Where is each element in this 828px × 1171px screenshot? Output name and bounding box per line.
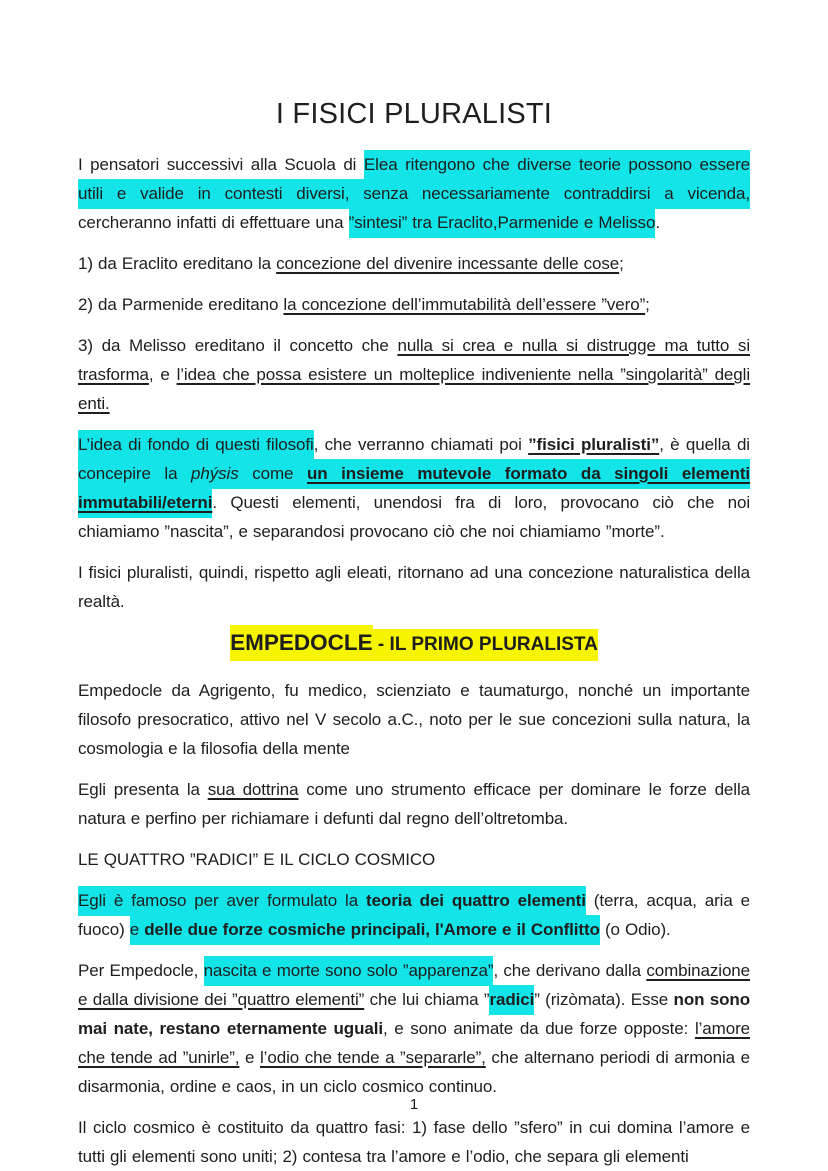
text-segment: concepire la	[78, 459, 191, 489]
text-segment: phýsis	[191, 459, 239, 489]
text-segment: Egli è famoso per aver formulato la	[78, 886, 366, 916]
text-segment: nulla si crea e nulla si distrugge ma tutto si trasforma	[78, 336, 751, 384]
paragraph-core-idea	[78, 430, 750, 546]
text-segment: radici	[489, 985, 534, 1015]
text-segment: - IL PRIMO PLURALISTA	[373, 629, 598, 661]
text-segment: EMPEDOCLE	[230, 625, 373, 661]
text-segment: sua dottrina	[207, 780, 299, 799]
text-segment: e	[239, 1048, 260, 1067]
text-segment: L’idea di fondo di questi filosofi	[78, 430, 314, 460]
text-segment: 1) da Eraclito ereditano la	[78, 254, 277, 273]
text-segment: ” (rizòmata). Esse	[534, 990, 674, 1009]
text-segment: , che derivano dalla	[493, 961, 647, 980]
text-segment: come	[239, 459, 307, 489]
text-segment: delle due forze cosmiche principali, l'Amore e il Conflitto	[144, 915, 600, 945]
paragraph-doctrine	[78, 775, 750, 833]
text-segment: (terra, acqua, aria e fuoco)	[78, 891, 751, 939]
page-number: 1	[409, 1096, 419, 1113]
text-segment: non sono mai nate, restano eternamente uguali	[78, 990, 750, 1038]
text-segment: che alternano periodi di armonia e disarmonia, ordine e caos, in un ciclo cosmico continuo.	[78, 1048, 750, 1096]
text-segment: .	[655, 213, 660, 232]
text-segment: ”fisici pluralisti”	[528, 435, 660, 454]
text-segment: un insieme mutevole formato da singoli elementi immutabili/eterni	[78, 459, 750, 518]
paragraph-empedocle-bio	[78, 676, 750, 763]
text-segment: Empedocle da Agrigento, fu medico, scienziato e taumaturgo, nonché un importante filosofo presocratico, attivo nel V secolo a.C., noto per le sue concezioni sulla natura, la cosmologia e la filosofia della mente	[78, 681, 750, 758]
text-segment: 3) da Melisso ereditano il concetto che	[78, 336, 398, 355]
text-segment: I fisici pluralisti, quindi, rispetto agli eleati, ritornano ad una concezione naturalistica della realtà.	[78, 563, 750, 611]
text-segment: la concezione dell’immutabilità dell’essere ”vero”	[283, 295, 646, 314]
list-item-eraclito	[78, 249, 750, 278]
text-segment: Il ciclo cosmico è costituito da quattro fasi: 1) fase dello ”sfero” in cui domina l’amore e tutti gli elementi sono uniti; 2) contesa tra l’amore e l’odio, che separa gli elementi	[78, 1118, 750, 1166]
text-segment: . Questi elementi, unendosi fra di loro, provocano ciò che noi chiamiamo ”nascita”, e separandosi provocano ciò che noi chiamiamo ”morte”.	[78, 493, 750, 541]
text-segment: , che verranno chiamati poi	[313, 435, 529, 454]
text-segment: cercheranno infatti di effettuare una	[78, 213, 349, 232]
text-segment: 2) da Parmenide ereditano	[78, 295, 284, 314]
text-segment: , e sono animate da due forze opposte:	[382, 1019, 695, 1038]
text-segment: teoria dei quattro elementi	[366, 886, 586, 916]
page-title: I FISICI PLURALISTI	[275, 98, 553, 130]
text-segment: concezione del divenire incessante delle cose	[276, 254, 620, 273]
paragraph-naturalistic	[78, 558, 750, 616]
paragraph-four-elements	[78, 886, 750, 944]
text-segment: Elea ritengono che diverse teorie possono essere utili e valide in contesti diversi, senza necessariamente contraddirsi a vicenda,	[78, 150, 750, 209]
paragraph-cosmic-cycle	[78, 1113, 750, 1171]
list-item-melisso	[78, 331, 750, 418]
text-segment: ;	[645, 295, 650, 314]
paragraph-birth-death	[78, 956, 750, 1101]
text-segment: , e	[148, 365, 177, 384]
heading-empedocle	[78, 628, 750, 660]
text-segment: ”sintesi” tra Eraclito,Parmenide e Melisso	[349, 208, 656, 238]
text-segment: LE QUATTRO ”RADICI” E IL CICLO COSMICO	[78, 850, 436, 869]
text-segment: l’amore che tende ad ”unirle”,	[78, 1019, 750, 1067]
text-segment: l’odio che tende a ”separarle”,	[260, 1048, 486, 1067]
list-item-parmenide	[78, 290, 750, 319]
text-segment: I pensatori successivi alla Scuola di	[78, 155, 364, 174]
subheading-radici	[78, 845, 750, 874]
text-segment: Egli presenta la	[78, 780, 208, 799]
paragraph-intro	[78, 150, 750, 237]
text-segment: e	[130, 915, 144, 945]
text-segment: Per Empedocle,	[78, 961, 204, 980]
text-segment: che lui chiama ”	[364, 990, 490, 1009]
text-segment: l’idea che possa esistere un molteplice indiveniente nella ”singolarità” degli enti.	[78, 365, 750, 413]
text-segment: nascita e morte sono solo ”apparenza”	[204, 956, 494, 986]
text-segment: (o Odio).	[599, 920, 671, 939]
text-segment: , è quella di	[659, 435, 750, 454]
text-segment: combinazione e dalla divisione dei ”quattro elementi”	[78, 961, 751, 1009]
text-segment: come uno strumento efficace per dominare le forze della natura e perfino per richiamare i defunti dal regno dell’oltretomba.	[78, 780, 750, 828]
text-segment: ;	[619, 254, 624, 273]
